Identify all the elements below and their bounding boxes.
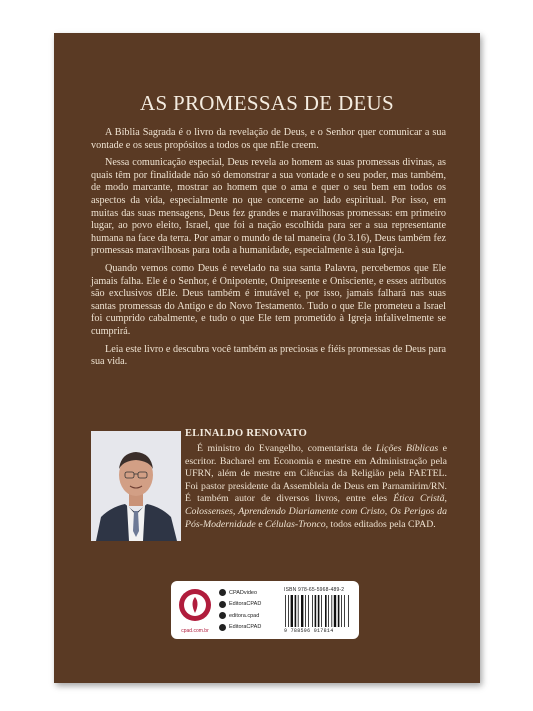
instagram-icon <box>219 612 226 619</box>
barcode-bar <box>334 595 336 627</box>
book-reference: Células-Tronco <box>265 518 326 530</box>
book-back-cover <box>54 33 480 683</box>
publisher-info-box <box>171 581 359 639</box>
barcode-bar <box>312 595 313 627</box>
barcode-bar <box>348 595 349 627</box>
social-facebook: EditoraCPAD <box>219 599 279 611</box>
barcode <box>284 595 354 627</box>
facebook-icon <box>219 601 226 608</box>
author-bio: É ministro do Evangelho, comentarista de Lições Bíblicas e escritor. Bacharel em Economia e mestre em Administração pela UFRN, além de mestre em Ciências da Religião pela FAETEL. Foi pastor presidente da Assembleia de Deus em Parnamirim/RN. É também autor de diversos livros, entre eles Ética Cristã, Colossenses, Aprendendo Diariamente com Cristo, Os Perigos da Pós-Modernidade e Células-Tronco, todos editados pela CPAD. <box>185 443 447 530</box>
twitter-icon <box>219 624 226 631</box>
barcode-bar <box>331 595 332 627</box>
synopsis-paragraph: Nessa comunicação especial, Deus revela ao homem as suas promessas divinas, as quais têm por finalidade não só demonstrar a sua vontade e o seu poder, mas também, de modo marcante, mostrar ao homem que o ama e quer o seu bem em todos os aspectos da vida, especialmente no que concerne ao lado espiritual. Por isso, em muitas das suas mensagens, Deus fez grandes e maravilhosas promessas: em primeiro lugar, ao povo eleito, Israel, que foi a nação escolhida para ser a sua representante humana na face da terra. Por amar o mundo de tal maneira (Jo 3.16), Deus também fez promessas maravilhosas para toda a humanidade, especialmente à sua Igreja. <box>91 157 446 257</box>
barcode-bar <box>341 595 342 627</box>
barcode-bar <box>298 595 299 627</box>
isbn-label: ISBN 978-65-5968-489-2 <box>284 587 345 593</box>
author-name: ELINALDO RENOVATO <box>185 428 308 439</box>
barcode-number: 9 788596 017814 <box>284 628 334 634</box>
barcode-bar <box>318 595 320 627</box>
social-instagram: editora.cpad <box>219 610 279 622</box>
barcode-bar <box>328 595 329 627</box>
book-reference: Os Perigos da Pós-Modernidade <box>185 505 447 530</box>
synopsis-paragraph: A Bíblia Sagrada é o livro da revelação de Deus, e o Senhor quer comunicar a sua vontade e os seus propósitos a todos os que nEle creem. <box>91 127 446 151</box>
book-reference: Aprendendo Diariamente com Cristo <box>238 505 385 517</box>
barcode-bar <box>338 595 340 627</box>
barcode-bar <box>291 595 293 627</box>
synopsis-paragraph: Leia este livro e descubra você também as preciosas e fiéis promessas de Deus para sua vida. <box>91 343 446 368</box>
synopsis <box>91 127 446 369</box>
social-links <box>219 587 279 633</box>
book-reference: Ética Cristã <box>393 493 445 505</box>
book-reference: Colossenses <box>185 505 233 517</box>
barcode-bar <box>315 595 317 627</box>
barcode-bar <box>321 595 322 627</box>
synopsis-paragraph: Quando vemos como Deus é revelado na sua santa Palavra, percebemos que Ele jamais falha. Ele é o Senhor, é Onipotente, Onipresente e Onisciente, e esses atributos são exclusivos dEle. Deus também é imutável e, por isso, jamais falhará nas suas santas promessas do Antigo e do Novo Testamento. Tudo o que Ele prometeu a Israel foi cumprido cabalmente, e tudo o que Ele tem prometido à Igreja infalivelmente se cumprirá. <box>91 262 446 337</box>
barcode-bar <box>288 595 289 627</box>
social-twitter: EditoraCPAD <box>219 622 279 634</box>
social-youtube: CPADvideo <box>219 587 279 599</box>
barcode-bar <box>301 595 303 627</box>
barcode-bar <box>285 595 286 627</box>
youtube-icon <box>219 589 226 596</box>
book-title: AS PROMESSAS DE DEUS <box>140 91 394 115</box>
publisher-url: cpad.com.br <box>181 628 209 634</box>
barcode-bar <box>308 595 309 627</box>
barcode-bar <box>325 595 327 627</box>
author-photo <box>91 431 181 541</box>
barcode-bar <box>295 595 297 627</box>
barcode-bar <box>344 595 345 627</box>
book-reference: Lições Bíblicas <box>375 443 439 454</box>
barcode-bar <box>305 595 306 627</box>
